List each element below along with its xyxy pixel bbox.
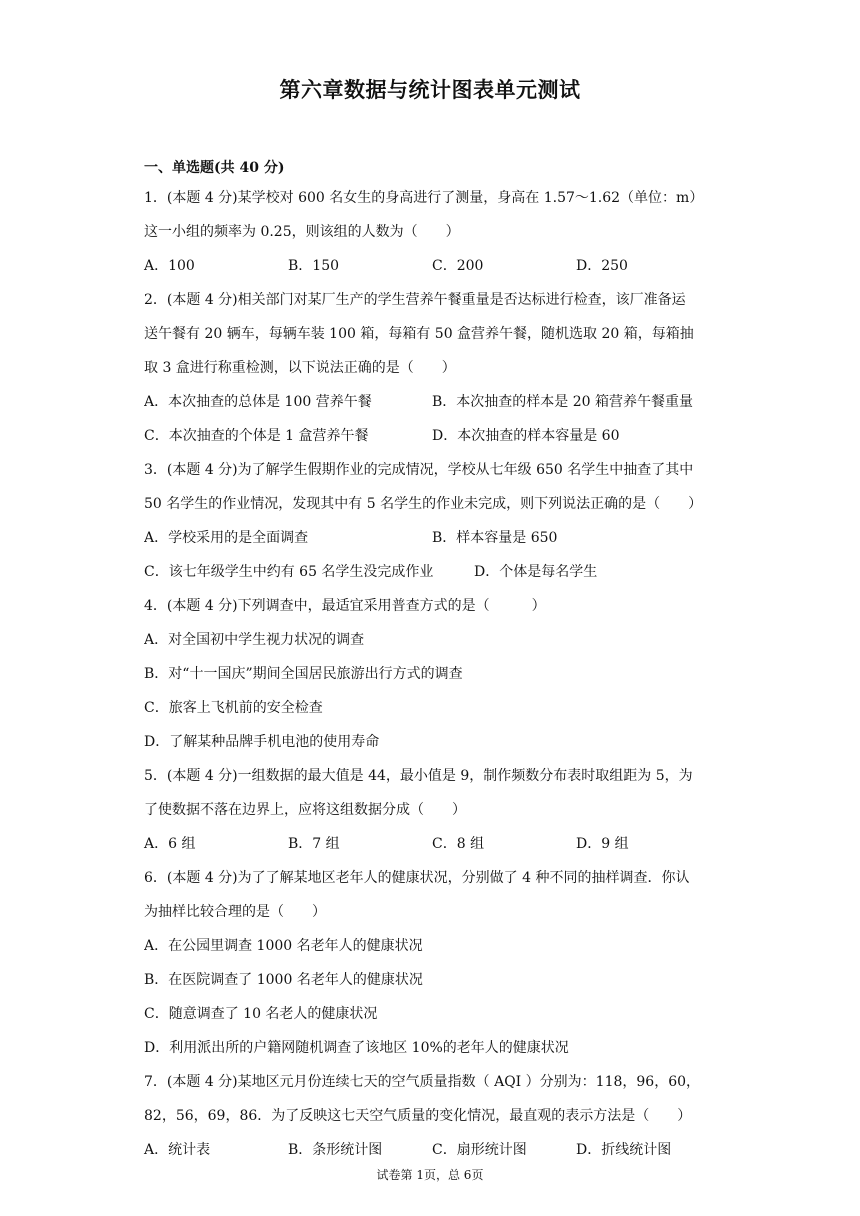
question-text: 7．(本题 4 分)某地区元月份连续七天的空气质量指数（ AQI ）分别为：118，96，60， [144,1074,701,1090]
option-b: B．本次抽查的样本是 20 箱营养午餐重量 [432,394,694,410]
question-text: 1．(本题 4 分)某学校对 600 名女生的身高进行了测量，身高在 1.57～1.62（单位：m） [144,190,704,206]
option-d: D．了解某种品牌手机电池的使用寿命 [144,734,380,750]
option-a: A．学校采用的是全面调查 [144,530,309,546]
option-c: C．扇形统计图 [432,1142,527,1158]
option-b: B．条形统计图 [288,1142,383,1158]
options-row [144,1133,720,1167]
option-b: B．对“十一国庆”期间全国居民旅游出行方式的调查 [144,666,463,682]
option-d: D．折线统计图 [576,1142,672,1158]
question-3 [144,453,720,589]
option-d: D．利用派出所的户籍网随机调查了该地区 10%的老年人的健康状况 [144,1040,569,1056]
option-c: C．本次抽查的个体是 1 盒营养午餐 [144,428,369,444]
option-c: C．8 组 [432,836,485,852]
question-list [144,181,720,1167]
question-text: 3．(本题 4 分)为了解学生假期作业的完成情况，学校从七年级 650 名学生中抽查了其中 [144,462,694,478]
question-text: 82，56，69，86．为了反映这七天空气质量的变化情况，最直观的表示方法是（ ） [144,1108,692,1124]
option-d: D．9 组 [576,836,629,852]
question-text: 5．(本题 4 分)一组数据的最大值是 44，最小值是 9，制作频数分布表时取组距为 5，为 [144,768,693,784]
question-6 [144,861,720,1065]
option-c: C．旅客上飞机前的安全检查 [144,700,323,716]
question-1 [144,181,720,283]
option-a: A．100 [144,258,195,274]
options-row [144,521,720,555]
question-text: 为抽样比较合理的是（ ） [144,904,326,920]
options-row [144,249,720,283]
question-7 [144,1065,720,1167]
question-text: 取 3 盒进行称重检测，以下说法正确的是（ ） [144,360,456,376]
question-2 [144,283,720,453]
options-row [144,555,720,589]
question-4 [144,589,720,759]
question-text: 2．(本题 4 分)相关部门对某厂生产的学生营养午餐重量是否达标进行检查，该厂准备运 [144,292,686,308]
option-a: A．对全国初中学生视力状况的调查 [144,632,365,648]
option-b: B．150 [288,258,340,274]
question-text: 了使数据不落在边界上，应将这组数据分成（ ） [144,802,466,818]
options-row [144,419,720,453]
option-c: C．随意调查了 10 名老人的健康状况 [144,1006,378,1022]
option-b: B．样本容量是 650 [432,530,558,546]
option-a: A．统计表 [144,1142,211,1158]
section-heading: 一、单选题(共 40 分) [144,160,285,176]
option-d: D．本次抽查的样本容量是 60 [432,428,620,444]
option-d: D．250 [576,258,628,274]
option-d: D．个体是每名学生 [474,564,598,580]
options-row [144,385,720,419]
question-text: 这一小组的频率为 0.25，则该组的人数为（ ） [144,224,460,240]
question-5 [144,759,720,861]
options-row [144,827,720,861]
option-a: A．本次抽查的总体是 100 营养午餐 [144,394,372,410]
question-text: 50 名学生的作业情况，发现其中有 5 名学生的作业未完成，则下列说法正确的是（ ） [144,496,703,512]
option-a: A．6 组 [144,836,196,852]
question-text: 送午餐有 20 辆车，每辆车装 100 箱，每箱有 50 盒营养午餐，随机选取 20 箱，每箱抽 [144,326,694,342]
option-b: B．在医院调查了 1000 名老年人的健康状况 [144,972,423,988]
option-c: C．该七年级学生中约有 65 名学生没完成作业 [144,564,434,580]
question-text: 6．(本题 4 分)为了了解某地区老年人的健康状况，分别做了 4 种不同的抽样调查．你认 [144,870,690,886]
question-text: 4．(本题 4 分)下列调查中，最适宜采用普查方式的是（ ） [144,598,546,614]
option-b: B．7 组 [288,836,340,852]
option-a: A．在公园里调查 1000 名老年人的健康状况 [144,938,423,954]
page-title: 第六章数据与统计图表单元测试 [279,78,581,102]
option-c: C．200 [432,258,484,274]
page-footer: 试卷第 1页，总 6页 [376,1168,484,1182]
